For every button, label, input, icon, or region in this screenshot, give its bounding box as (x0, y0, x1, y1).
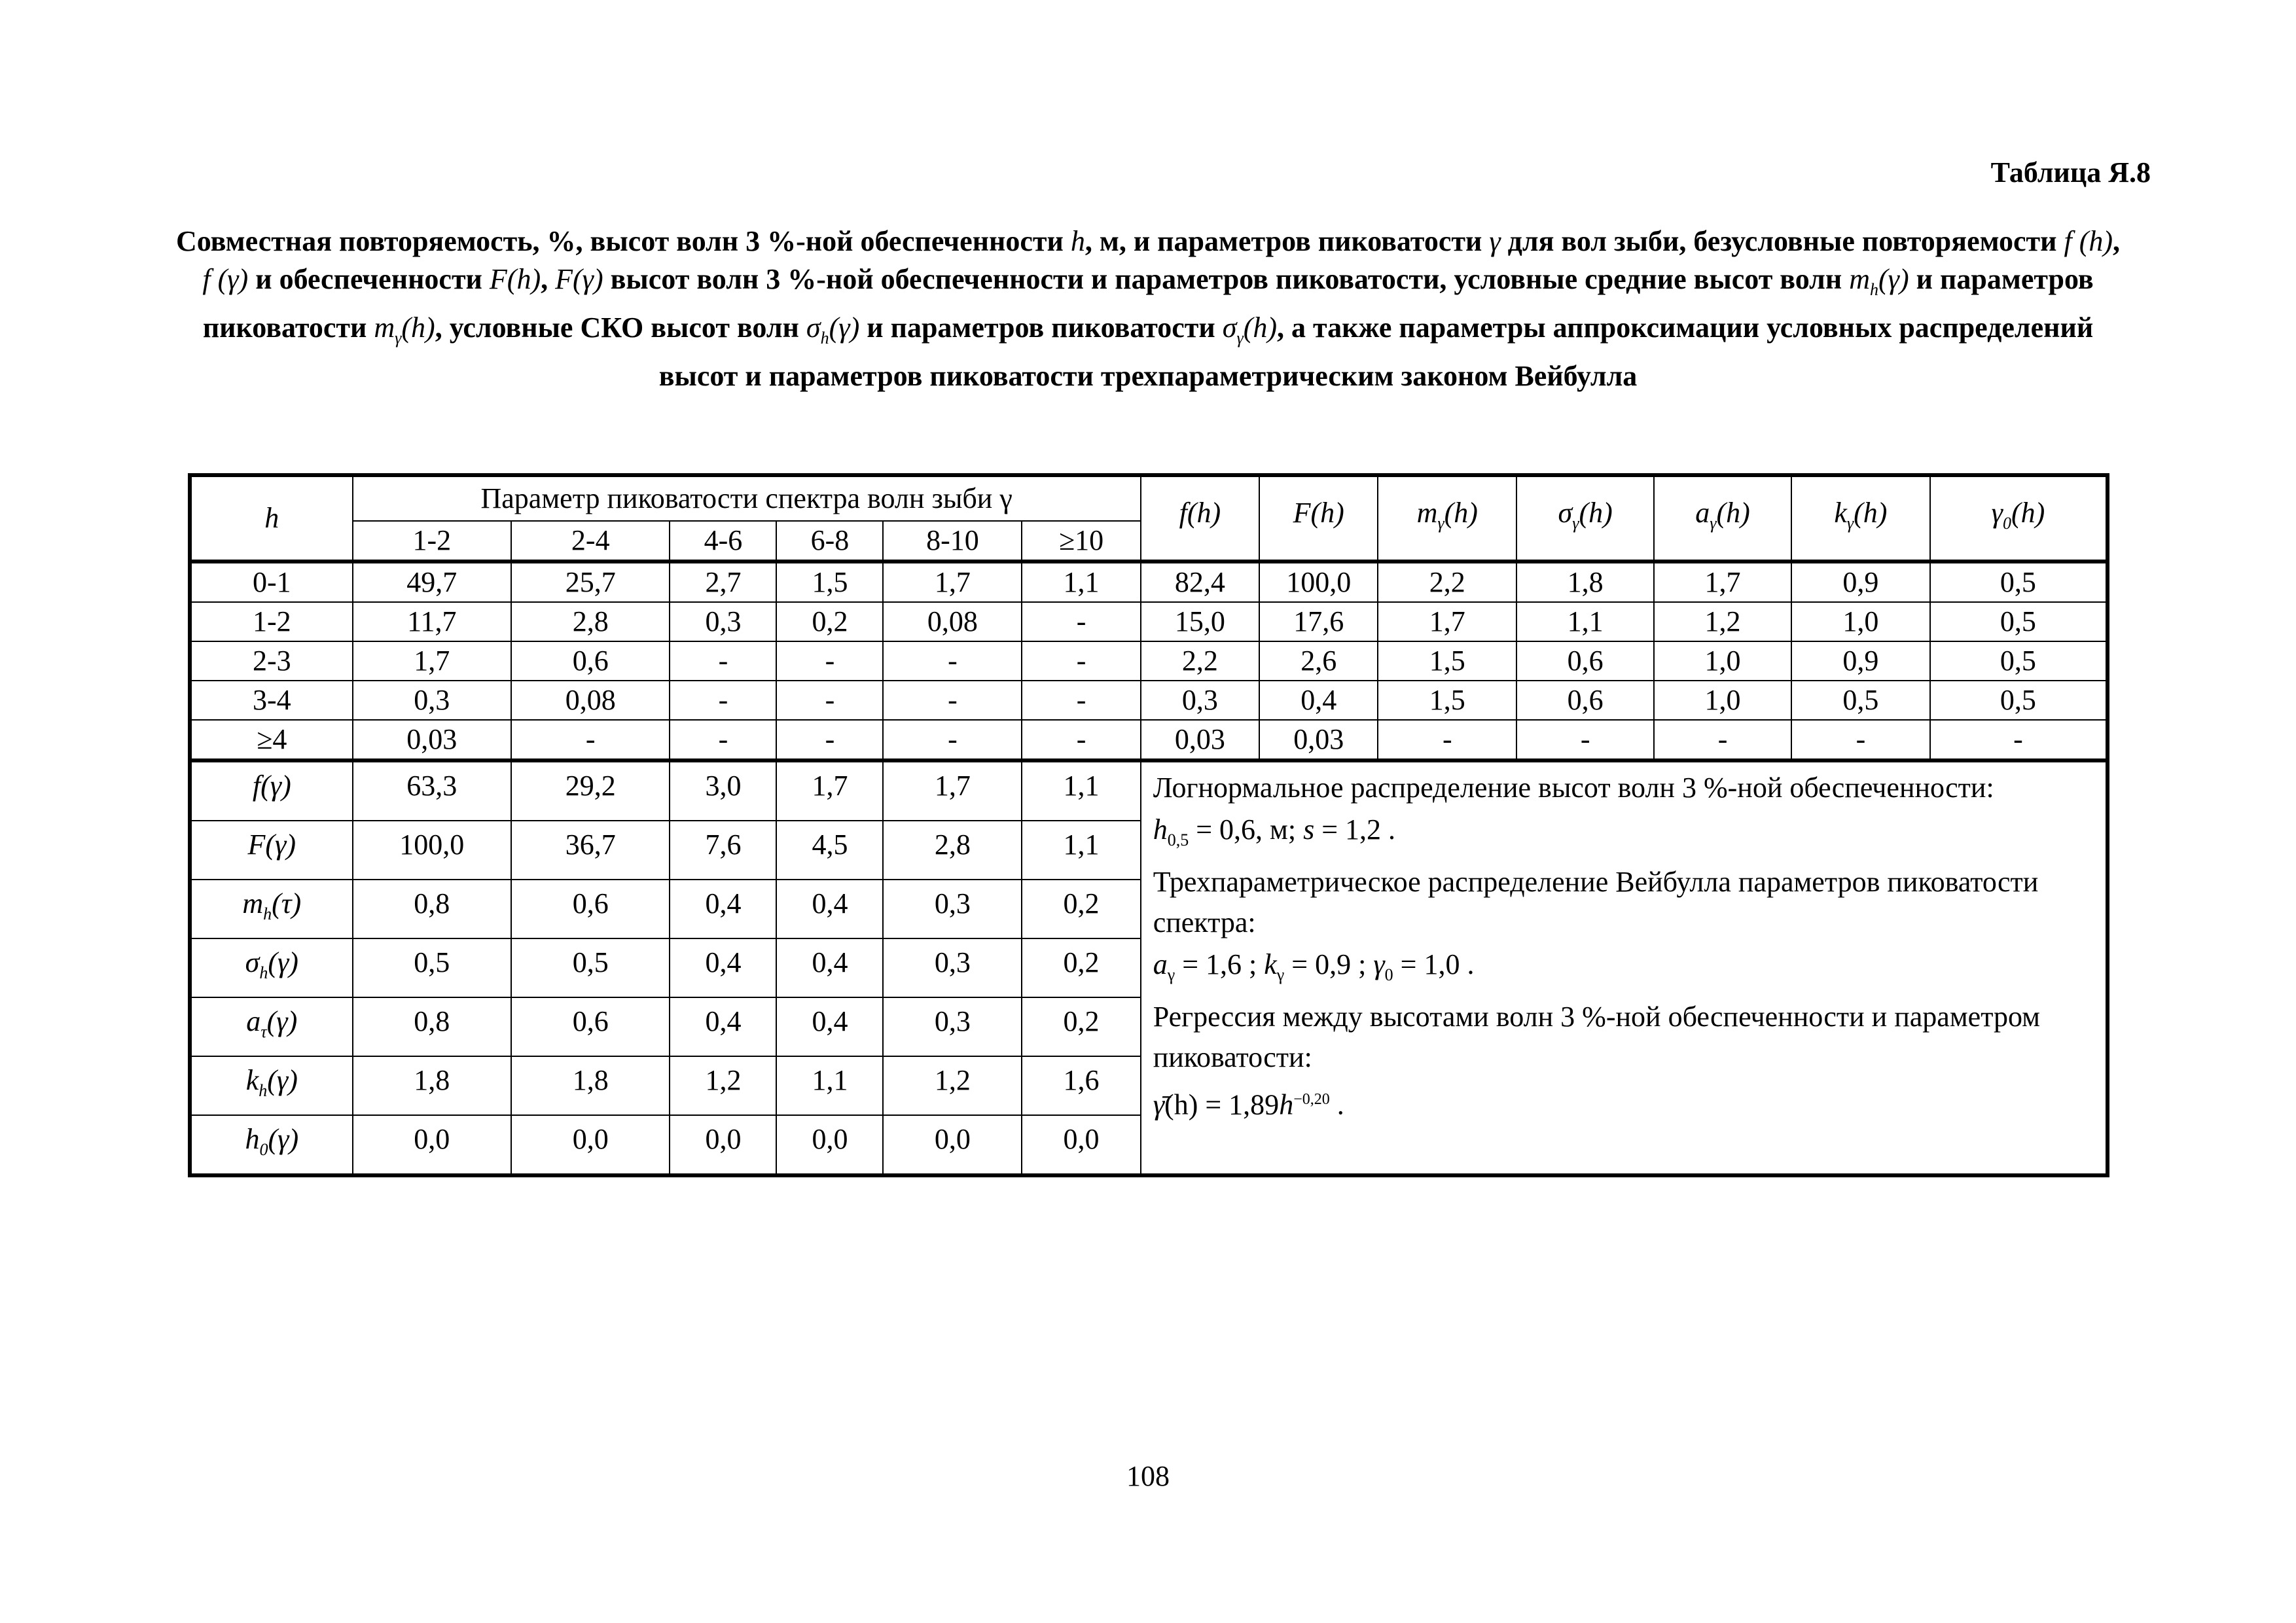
table-cell: 0,6 (511, 997, 670, 1056)
col-header-k-gamma-h: $k_\gamma(h)$ (1791, 475, 1930, 562)
approximation-notes (1141, 760, 2108, 1175)
table-cell: 1,5 (1378, 641, 1516, 681)
table-cell: 49,7 (353, 562, 511, 602)
table-cell: 0,4 (1259, 681, 1378, 720)
col-header-F-h: F(h) (1259, 475, 1378, 562)
row-label-f-gamma: f(γ) (190, 760, 353, 821)
table-cell: 36,7 (511, 821, 670, 880)
lognormal-params: $h_{0,5} = 0,6$, м; s = 1,2 . (1153, 813, 1396, 849)
table-cell: 0,3 (883, 880, 1022, 938)
table-cell: - (670, 641, 776, 681)
table-cell: 0,3 (883, 997, 1022, 1056)
table-cell: - (1930, 720, 2108, 760)
table-cell: 0,8 (353, 997, 511, 1056)
table-cell: 1,8 (353, 1056, 511, 1115)
table-row (190, 641, 2108, 681)
table-cell: 17,6 (1259, 602, 1378, 641)
table-cell: 0,03 (353, 720, 511, 760)
gamma-group-header: Параметр пиковатости спектра волн зыби γ (353, 475, 1141, 521)
table-cell: 0,08 (883, 602, 1022, 641)
gamma-range-header: ≥10 (1022, 521, 1140, 562)
table-cell: 0,4 (670, 880, 776, 938)
table-cell: 0,2 (1022, 997, 1140, 1056)
table-cell: 63,3 (353, 760, 511, 821)
row-label-sigma-h: $\sigma_h(\gamma)$ (190, 938, 353, 997)
table-cell: - (1022, 720, 1140, 760)
table-cell: 0,6 (1516, 681, 1654, 720)
table-cell: - (1022, 681, 1140, 720)
table-cell: - (1791, 720, 1930, 760)
table-cell: - (776, 641, 883, 681)
col-header-gamma0-h: $\gamma_0(h)$ (1930, 475, 2108, 562)
table-cell: 0,5 (1930, 562, 2108, 602)
table-cell: 2,6 (1259, 641, 1378, 681)
table-cell: 1,8 (1516, 562, 1654, 602)
gamma-range-header: 4-6 (670, 521, 776, 562)
table-cell: 0,5 (353, 938, 511, 997)
table-cell: 0,2 (1022, 880, 1140, 938)
table-cell: 1,1 (776, 1056, 883, 1115)
table-label: Таблица Я.8 (1990, 156, 2151, 188)
table-cell: 0,3 (1141, 681, 1259, 720)
table-cell: - (1378, 720, 1516, 760)
table-cell: 2,2 (1378, 562, 1516, 602)
table-cell: 0,9 (1791, 562, 1930, 602)
table-row (190, 602, 2108, 641)
table-cell: 0,6 (1516, 641, 1654, 681)
table-cell: 29,2 (511, 760, 670, 821)
table-cell: 1,2 (670, 1056, 776, 1115)
table-cell: 0,3 (883, 938, 1022, 997)
table-cell: 1,2 (883, 1056, 1022, 1115)
table-cell: 0,5 (1930, 681, 2108, 720)
header-row (190, 475, 2108, 521)
table-cell: 0,0 (776, 1115, 883, 1175)
row-label-m-h: $m_h(\tau)$ (190, 880, 353, 938)
table-cell: 0,0 (883, 1115, 1022, 1175)
table-cell: 1,1 (1022, 562, 1140, 602)
h-range-cell: 0-1 (190, 562, 353, 602)
table-row (190, 562, 2108, 602)
table-cell: 1,7 (883, 760, 1022, 821)
row-label-h0: $h_0(\gamma)$ (190, 1115, 353, 1175)
col-header-a-gamma-h: $a_\gamma(h)$ (1654, 475, 1791, 562)
table-caption: Совместная повторяемость, %, высот волн 3 %-ной обеспеченности h, м, и параметров пиковатости γ для вол зыби, безусловные повторяемости f (h), f (γ) и обеспеченности F(h), F(γ) высот волн 3 %-ной обеспеченности и параметров пиковатости, условные средние высот волн $m_h(\gamma)$ и параметров пиковатости $m_\gamma(h)$, условные СКО высот волн $\sigma_h(\gamma)$ и параметров пиковатости $\sigma_\gamma(h)$, а также параметры аппроксимации условных распределений высот и параметров пиковатости трехпараметрическим законом Вейбулла (175, 225, 2121, 392)
lognormal-note-title: Логнормальное распределение высот волн 3 %-ной обеспеченности: (1153, 772, 1994, 804)
weibull-params: $a_\gamma = 1,6$ ; $k_\gamma = 0,9$ ; $\gamma_0 = 1,0$ . (1153, 948, 1475, 984)
table-cell: 0,0 (1022, 1115, 1140, 1175)
table-cell: 1,7 (1378, 602, 1516, 641)
h-range-cell: 3-4 (190, 681, 353, 720)
joint-frequency-table (188, 473, 2109, 1177)
table-cell: 0,03 (1259, 720, 1378, 760)
table-cell: 1,0 (1654, 641, 1791, 681)
table-cell: 1,6 (1022, 1056, 1140, 1115)
table-cell: 2,8 (511, 602, 670, 641)
table-cell: 0,6 (511, 880, 670, 938)
table-cell: 0,3 (670, 602, 776, 641)
table-cell: 0,9 (1791, 641, 1930, 681)
table-cell: - (670, 681, 776, 720)
table-cell: 1,7 (1654, 562, 1791, 602)
table-cell: 0,8 (353, 880, 511, 938)
stat-row-f-gamma (190, 760, 2108, 821)
table-cell: 15,0 (1141, 602, 1259, 641)
table-cell: 0,0 (511, 1115, 670, 1175)
table-cell: 0,4 (776, 997, 883, 1056)
table-cell: - (1022, 641, 1140, 681)
table-cell: 0,2 (776, 602, 883, 641)
table-cell: 2,8 (883, 821, 1022, 880)
gamma-range-header: 8-10 (883, 521, 1022, 562)
col-header-f-h: f(h) (1141, 475, 1259, 562)
table-cell: 1,7 (776, 760, 883, 821)
col-header-sigma-gamma-h: $\sigma_\gamma(h)$ (1516, 475, 1654, 562)
table-cell: 1,1 (1022, 760, 1140, 821)
regression-equation: γ̄(h) = $1,89h^{-0,20}$ . (1153, 1088, 1344, 1121)
table-cell: - (883, 641, 1022, 681)
table-cell: - (776, 720, 883, 760)
table-cell: 1,7 (353, 641, 511, 681)
weibull-note-title: Трехпараметрическое распределение Вейбулла параметров пиковатости спектра: (1153, 865, 2039, 938)
table-cell: 0,4 (670, 938, 776, 997)
table-cell: - (511, 720, 670, 760)
table-cell: 1,2 (1654, 602, 1791, 641)
table-cell: 3,0 (670, 760, 776, 821)
table-cell: 0,4 (776, 938, 883, 997)
table-cell: - (670, 720, 776, 760)
row-label-F-gamma: F(γ) (190, 821, 353, 880)
table-cell: 1,5 (1378, 681, 1516, 720)
table-cell: 0,5 (1930, 602, 2108, 641)
h-range-cell: 2-3 (190, 641, 353, 681)
table-cell: 25,7 (511, 562, 670, 602)
table-cell: 0,03 (1141, 720, 1259, 760)
col-header-m-gamma-h: $m_\gamma(h)$ (1378, 475, 1516, 562)
table-cell: 1,5 (776, 562, 883, 602)
table-cell: 1,0 (1654, 681, 1791, 720)
table-row (190, 720, 2108, 760)
h-range-cell: ≥4 (190, 720, 353, 760)
table-cell: 0,08 (511, 681, 670, 720)
table-cell: 0,0 (670, 1115, 776, 1175)
table-cell: 100,0 (1259, 562, 1378, 602)
table-cell: 100,0 (353, 821, 511, 880)
table-cell: 0,4 (776, 880, 883, 938)
gamma-range-header: 6-8 (776, 521, 883, 562)
page-number: 108 (1126, 1460, 1170, 1492)
table-cell: - (883, 681, 1022, 720)
table-cell: 0,0 (353, 1115, 511, 1175)
table-row (190, 681, 2108, 720)
gamma-range-header: 2-4 (511, 521, 670, 562)
table-cell: 0,6 (511, 641, 670, 681)
table-cell: - (776, 681, 883, 720)
table-cell: 7,6 (670, 821, 776, 880)
table-cell: 1,1 (1022, 821, 1140, 880)
table-cell: 0,4 (670, 997, 776, 1056)
table-cell: - (1022, 602, 1140, 641)
table-cell: 82,4 (1141, 562, 1259, 602)
h-range-cell: 1-2 (190, 602, 353, 641)
table-cell: 4,5 (776, 821, 883, 880)
table-cell: 0,5 (1930, 641, 2108, 681)
table-cell: 2,2 (1141, 641, 1259, 681)
table-cell: 11,7 (353, 602, 511, 641)
table-cell: - (1654, 720, 1791, 760)
table-cell: 0,5 (1791, 681, 1930, 720)
table-cell: - (1516, 720, 1654, 760)
row-label-a: $a_\tau(\gamma)$ (190, 997, 353, 1056)
table-cell: 1,8 (511, 1056, 670, 1115)
table-cell: 1,0 (1791, 602, 1930, 641)
row-label-k-h: $k_h(\gamma)$ (190, 1056, 353, 1115)
table-cell: 2,7 (670, 562, 776, 602)
table-cell: 0,3 (353, 681, 511, 720)
table-cell: 1,7 (883, 562, 1022, 602)
gamma-range-header: 1-2 (353, 521, 511, 562)
h-column-header: h (190, 475, 353, 562)
table-cell: 0,2 (1022, 938, 1140, 997)
table-cell: 1,1 (1516, 602, 1654, 641)
table-cell: - (883, 720, 1022, 760)
regression-note-title: Регрессия между высотами волн 3 %-ной обеспеченности и параметром пиковатости: (1153, 1000, 2040, 1073)
table-cell: 0,5 (511, 938, 670, 997)
